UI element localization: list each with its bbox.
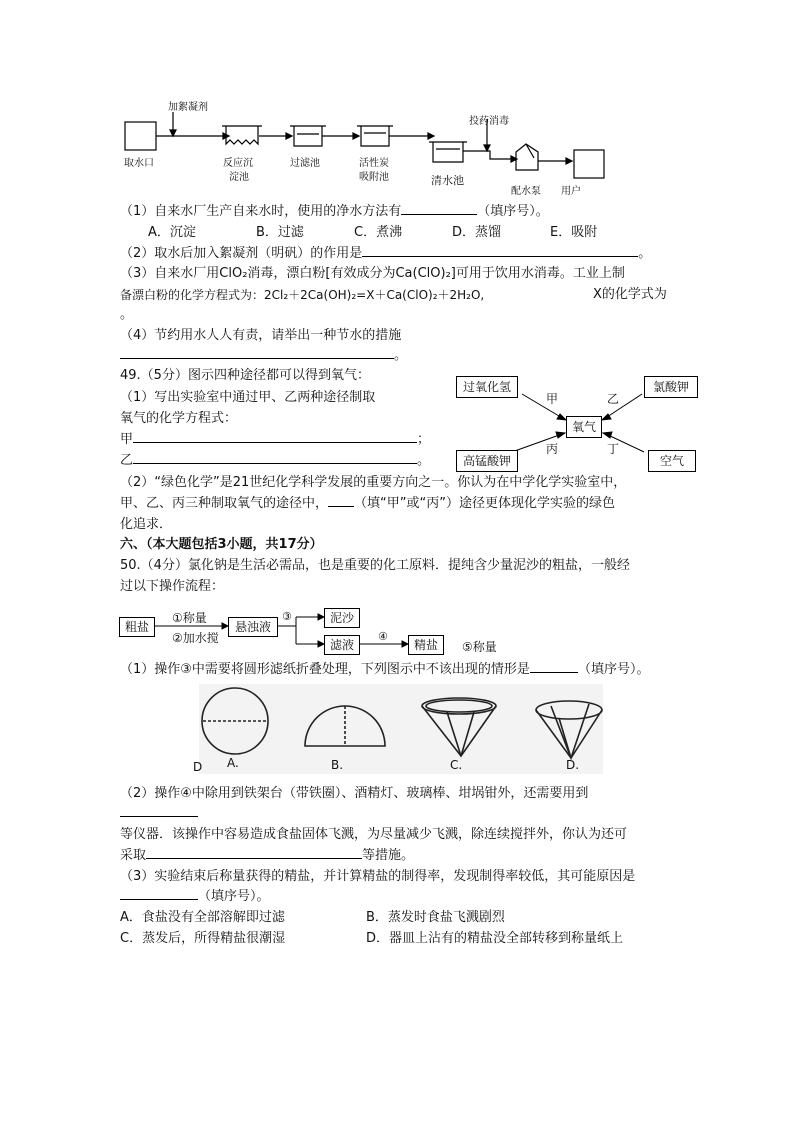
q50-part2-line2: 等仪器．该操作中容易造成食盐固体飞溅，为尽量减少飞溅，除连续搅拌外，你认为还可 bbox=[120, 827, 628, 842]
q49-jia-line: 甲 ； bbox=[120, 432, 431, 447]
q48-part3-line2b: X的化学式为 bbox=[593, 287, 667, 302]
flow-step5: ⑤称量 bbox=[462, 640, 497, 654]
coagulant-label: 加絮凝剂 bbox=[168, 102, 208, 113]
q49-part2-line3: 化追求． bbox=[120, 517, 173, 532]
carbon-tank-label-1: 活性炭 bbox=[359, 158, 389, 169]
answer-blank[interactable] bbox=[120, 346, 394, 359]
q49-yi-line: 乙 。 bbox=[120, 453, 431, 468]
q48-part3-line1: （3）自来水厂用ClO₂消毒，漂白粉[有效成分为Ca(ClO)₂]可用于饮用水消毒。工业上制 bbox=[120, 266, 625, 281]
q50-part2-blank bbox=[120, 804, 198, 824]
q48-part3-line2: 备漂白粉的化学方程式为：2Cl₂＋2Ca(OH)₂=X＋Ca(ClO)₂＋2H₂O, bbox=[120, 288, 485, 302]
q49-part1-line2: 氧气的化学方程式： bbox=[120, 411, 238, 426]
section6-title: 六、（本大题包括3小题，共17分） bbox=[120, 537, 323, 552]
path-yi-label: 乙 bbox=[607, 392, 620, 406]
answer-blank[interactable] bbox=[362, 244, 638, 257]
fig-label-a: A. bbox=[227, 756, 239, 770]
q48-part4: （4）节约用水人人有责，请举出一种节水的措施 bbox=[120, 328, 402, 343]
q49-part1-line1: （1）写出实验室中通过甲、乙两种途径制取 bbox=[120, 390, 376, 405]
h2o2-box: 过氧化氢 bbox=[456, 376, 518, 398]
pump-label: 配水泵 bbox=[511, 186, 541, 197]
fig-label-b: B. bbox=[331, 758, 344, 772]
answer-blank[interactable] bbox=[120, 804, 198, 817]
option-e: E．吸附 bbox=[550, 225, 598, 240]
answer-blank[interactable] bbox=[328, 494, 354, 507]
q50-choices-row1 bbox=[120, 908, 505, 928]
path-ding-label: 丁 bbox=[607, 442, 620, 456]
answer-blank[interactable] bbox=[401, 202, 477, 215]
clear-tank-label: 清水池 bbox=[431, 174, 464, 187]
flow-step4: ④ bbox=[378, 630, 388, 643]
flow-step2: ②加水搅 bbox=[172, 631, 219, 645]
kmno4-box: 高锰酸钾 bbox=[456, 450, 518, 472]
fig-label-c: C. bbox=[450, 758, 463, 772]
path-jia-label: 甲 bbox=[546, 392, 559, 406]
intake-label: 取水口 bbox=[124, 158, 154, 169]
q50-intro1: 50.（4分）氯化钠是生活必需品，也是重要的化工原料．提纯含少量泥沙的粗盐，一般经 bbox=[120, 558, 630, 573]
option-b: B．过滤 bbox=[256, 225, 304, 240]
q50-intro2: 过以下操作流程： bbox=[120, 579, 225, 594]
q50-part2-line1: （2）操作④中除用到铁架台（带铁圈）、酒精灯、玻璃棒、坩埚钳外，还需要用到 bbox=[120, 786, 589, 801]
answer-blank[interactable] bbox=[133, 430, 417, 443]
filter-paper-figures bbox=[199, 684, 603, 774]
filter-paper-drawings bbox=[199, 684, 603, 774]
choice-c: C．蒸发后，所得精盐很潮湿 bbox=[120, 931, 286, 946]
air-box: 空气 bbox=[648, 450, 696, 472]
fig-side-label: D bbox=[193, 760, 203, 774]
q49-part2-line2: 甲、乙、丙三种制取氧气的途径中， （填“甲”或“丙”）途径更体现化学实验的绿色 bbox=[120, 496, 615, 511]
q49-part2-line1: （2）“绿色化学”是21世纪化学科学发展的重要方向之一。你认为在中学化学实验室中， bbox=[120, 475, 627, 490]
q48-part4-answer: 。 bbox=[120, 346, 407, 366]
choice-a: A．食盐没有全部溶解即过滤 bbox=[120, 910, 285, 925]
path-bing-label: 丙 bbox=[546, 442, 559, 456]
q50-part1: （1）操作③中需要将圆形滤纸折叠处理，下列图示中不该出现的情形是 （填序号）。 bbox=[120, 662, 650, 677]
fine-salt-box: 精盐 bbox=[408, 635, 444, 655]
option-d: D．蒸馏 bbox=[452, 225, 502, 240]
option-a: A．沉淀 bbox=[148, 225, 196, 240]
q49-title: 49.（5分）图示四种途径都可以得到氧气： bbox=[120, 368, 370, 383]
answer-blank[interactable] bbox=[120, 887, 198, 900]
oxygen-box: 氧气 bbox=[566, 416, 602, 438]
q48-options bbox=[148, 223, 597, 243]
answer-blank[interactable] bbox=[133, 451, 417, 464]
option-c: C．煮沸 bbox=[354, 225, 403, 240]
q48-part1: （1）自来水厂生产自来水时，使用的净水方法有 （填序号）。 bbox=[120, 204, 549, 219]
q50-part3-line2: （填序号）。 bbox=[120, 887, 270, 907]
filtrate-box: 滤液 bbox=[324, 635, 360, 655]
filter-tank-label: 过滤池 bbox=[290, 158, 320, 169]
user-label: 用户 bbox=[561, 186, 581, 197]
suspension-box: 悬浊液 bbox=[228, 617, 278, 637]
q50-choices-row2 bbox=[120, 929, 623, 949]
carbon-tank-label-2: 吸附池 bbox=[359, 172, 389, 183]
reaction-tank-label-1: 反应沉 bbox=[223, 158, 253, 169]
q50-part3-line1: （3）实验结束后称量获得的精盐，并计算精盐的制得率，发现制得率较低，其可能原因是 bbox=[120, 869, 636, 884]
choice-b: B．蒸发时食盐飞溅剧烈 bbox=[366, 910, 505, 925]
choice-d: D．器皿上沾有的精盐没全部转移到称量纸上 bbox=[366, 931, 624, 946]
answer-blank[interactable] bbox=[146, 846, 362, 859]
flow-step1: ①称量 bbox=[172, 611, 207, 625]
answer-blank[interactable] bbox=[530, 660, 578, 673]
sand-box: 泥沙 bbox=[324, 608, 360, 628]
q48-part2: （2）取水后加入絮凝剂（明矾）的作用是 。 bbox=[120, 246, 652, 261]
kclo3-box: 氯酸钾 bbox=[644, 376, 698, 398]
crude-salt-box: 粗盐 bbox=[119, 617, 155, 637]
dosing-label: 投药消毒 bbox=[469, 116, 509, 127]
q50-part2-line3: 采取 等措施。 bbox=[120, 848, 415, 863]
fig-label-d: D. bbox=[566, 758, 580, 772]
flow-step3: ③ bbox=[282, 610, 292, 623]
q48-part3-line3: 。 bbox=[120, 307, 134, 322]
reaction-tank-label-2: 淀池 bbox=[229, 172, 249, 183]
